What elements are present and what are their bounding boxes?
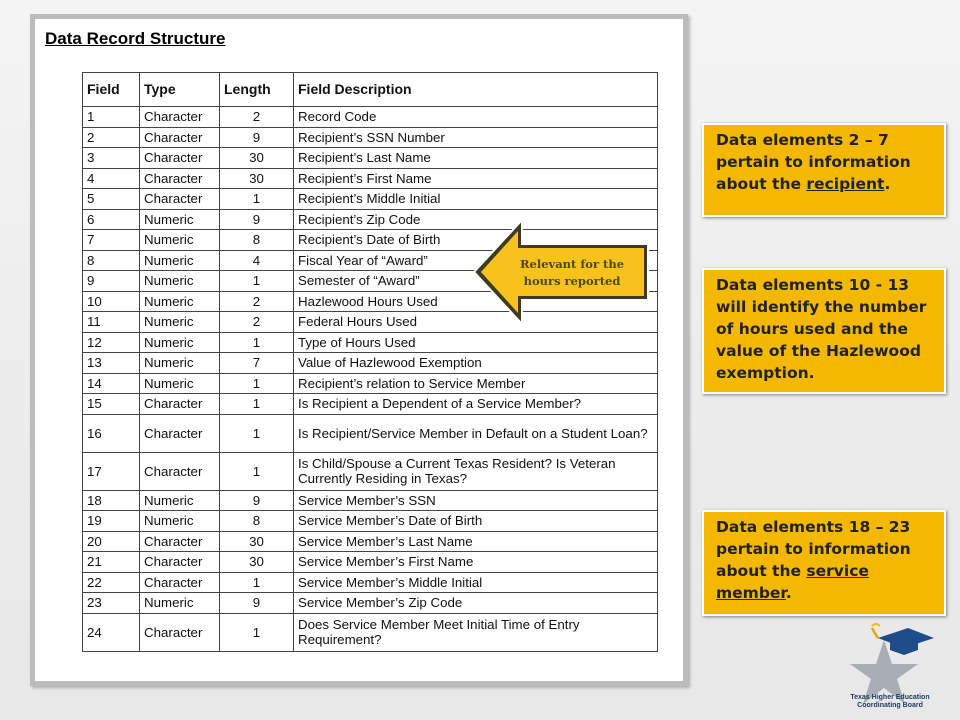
cell-description: Recipient’s Middle Initial <box>294 189 658 210</box>
header-length: Length <box>220 73 294 107</box>
cell-type: Character <box>140 107 220 128</box>
cell-description: Recipient’s SSN Number <box>294 127 658 148</box>
document-title: Data Record Structure <box>45 29 226 48</box>
cell-length: 9 <box>220 490 294 511</box>
cell-field: 10 <box>83 291 140 312</box>
cell-type: Character <box>140 394 220 415</box>
cell-field: 20 <box>83 531 140 552</box>
cell-description: Service Member’s Zip Code <box>294 593 658 614</box>
cell-type: Numeric <box>140 353 220 374</box>
cell-description: Type of Hours Used <box>294 332 658 353</box>
table-row <box>83 414 658 452</box>
cell-length: 4 <box>220 250 294 271</box>
cell-length: 30 <box>220 531 294 552</box>
cell-type: Character <box>140 148 220 169</box>
cell-type: Character <box>140 613 220 651</box>
table-row <box>83 593 658 614</box>
data-record-table <box>82 72 658 652</box>
cell-length: 2 <box>220 107 294 128</box>
cell-field: 15 <box>83 394 140 415</box>
table-row <box>83 189 658 210</box>
cell-field: 1 <box>83 107 140 128</box>
table-row <box>83 613 658 651</box>
cell-type: Numeric <box>140 332 220 353</box>
cell-field: 19 <box>83 511 140 532</box>
cell-field: 17 <box>83 452 140 490</box>
cell-type: Character <box>140 531 220 552</box>
callout-service-member-underlined: service member <box>716 562 869 602</box>
cell-field: 23 <box>83 593 140 614</box>
cell-field: 4 <box>83 168 140 189</box>
cell-description: Service Member’s SSN <box>294 490 658 511</box>
cell-length: 1 <box>220 613 294 651</box>
callout-recipient <box>702 123 946 217</box>
cell-description: Federal Hours Used <box>294 312 658 333</box>
cell-length: 2 <box>220 312 294 333</box>
table-row <box>83 572 658 593</box>
cell-type: Numeric <box>140 250 220 271</box>
cell-length: 30 <box>220 148 294 169</box>
cell-type: Numeric <box>140 511 220 532</box>
cell-length: 1 <box>220 572 294 593</box>
cell-length: 8 <box>220 511 294 532</box>
callout-recipient-period: . <box>884 175 891 193</box>
cell-description: Semester of “Award” <box>294 271 658 292</box>
header-field: Field <box>83 73 140 107</box>
cell-field: 2 <box>83 127 140 148</box>
cell-field: 6 <box>83 209 140 230</box>
table-row <box>83 127 658 148</box>
cell-field: 5 <box>83 189 140 210</box>
cell-length: 30 <box>220 552 294 573</box>
cell-type: Character <box>140 572 220 593</box>
cell-length: 1 <box>220 414 294 452</box>
cell-description: Recipient’s Last Name <box>294 148 658 169</box>
cell-description: Does Service Member Meet Initial Time of Entry Requirement? <box>294 613 658 651</box>
graduation-cap-icon <box>878 628 934 648</box>
cell-field: 3 <box>83 148 140 169</box>
cell-type: Numeric <box>140 373 220 394</box>
cell-field: 22 <box>83 572 140 593</box>
cell-description: Recipient’s Date of Birth <box>294 230 658 251</box>
cell-type: Numeric <box>140 490 220 511</box>
cell-length: 1 <box>220 189 294 210</box>
table-row <box>83 107 658 128</box>
cell-type: Character <box>140 127 220 148</box>
table-row <box>83 373 658 394</box>
cell-description: Fiscal Year of “Award” <box>294 250 658 271</box>
cell-length: 1 <box>220 332 294 353</box>
cell-description: Hazlewood Hours Used <box>294 291 658 312</box>
document-image <box>30 14 688 686</box>
table-row <box>83 452 658 490</box>
cell-description: Recipient’s Zip Code <box>294 209 658 230</box>
cell-length: 7 <box>220 353 294 374</box>
table-row <box>83 353 658 374</box>
header-description: Field Description <box>294 73 658 107</box>
callout-recipient-underlined: recipient <box>806 175 885 193</box>
cell-field: 12 <box>83 332 140 353</box>
table-row <box>83 168 658 189</box>
cell-description: Service Member’s Middle Initial <box>294 572 658 593</box>
cell-description: Is Recipient/Service Member in Default on a Student Loan? <box>294 414 658 452</box>
cell-field: 13 <box>83 353 140 374</box>
arrow-callout-text: Relevant for the hours reported <box>519 257 625 288</box>
table-header-row <box>83 73 658 107</box>
cell-field: 21 <box>83 552 140 573</box>
cell-field: 16 <box>83 414 140 452</box>
cell-field: 8 <box>83 250 140 271</box>
cell-field: 18 <box>83 490 140 511</box>
table-row <box>83 148 658 169</box>
table-row <box>83 511 658 532</box>
cell-length: 9 <box>220 593 294 614</box>
cell-type: Character <box>140 189 220 210</box>
cell-type: Numeric <box>140 593 220 614</box>
callout-service-member <box>702 510 946 616</box>
callout-hours-text: Data elements 10 - 13 will identify the number of hours used and the value of the Hazlewood exemption. <box>716 276 927 382</box>
cell-length: 2 <box>220 291 294 312</box>
cell-description: Value of Hazlewood Exemption <box>294 353 658 374</box>
cell-description: Record Code <box>294 107 658 128</box>
cell-length: 9 <box>220 209 294 230</box>
cell-type: Numeric <box>140 312 220 333</box>
cell-type: Character <box>140 552 220 573</box>
cell-description: Is Child/Spouse a Current Texas Resident? Is Veteran Currently Residing in Texas? <box>294 452 658 490</box>
logo-text: Texas Higher Education Coordinating Board <box>850 694 930 709</box>
cell-length: 1 <box>220 394 294 415</box>
cell-length: 1 <box>220 373 294 394</box>
cell-field: 11 <box>83 312 140 333</box>
cell-type: Character <box>140 414 220 452</box>
callout-hours <box>702 268 946 394</box>
table-row <box>83 531 658 552</box>
cell-field: 24 <box>83 613 140 651</box>
cell-field: 14 <box>83 373 140 394</box>
cell-type: Character <box>140 452 220 490</box>
cell-type: Numeric <box>140 230 220 251</box>
cell-length: 1 <box>220 271 294 292</box>
cell-description: Recipient’s First Name <box>294 168 658 189</box>
callout-recipient-text: Data elements 2 – 7 pertain to information about the <box>716 131 911 193</box>
callout-service-member-period: . <box>785 584 792 602</box>
cell-field: 7 <box>83 230 140 251</box>
cell-description: Recipient’s relation to Service Member <box>294 373 658 394</box>
cell-length: 8 <box>220 230 294 251</box>
cell-description: Service Member’s Last Name <box>294 531 658 552</box>
cell-type: Numeric <box>140 209 220 230</box>
cell-field: 9 <box>83 271 140 292</box>
table-row <box>83 490 658 511</box>
cell-length: 30 <box>220 168 294 189</box>
cell-description: Service Member’s Date of Birth <box>294 511 658 532</box>
cell-description: Is Recipient a Dependent of a Service Member? <box>294 394 658 415</box>
cell-type: Numeric <box>140 291 220 312</box>
cell-type: Character <box>140 168 220 189</box>
header-type: Type <box>140 73 220 107</box>
cell-length: 9 <box>220 127 294 148</box>
cell-length: 1 <box>220 452 294 490</box>
callout-service-member-text: Data elements 18 – 23 pertain to information about the <box>716 518 911 580</box>
cell-description: Service Member’s First Name <box>294 552 658 573</box>
table-row <box>83 394 658 415</box>
table-row <box>83 552 658 573</box>
cell-type: Numeric <box>140 271 220 292</box>
table-row <box>83 332 658 353</box>
